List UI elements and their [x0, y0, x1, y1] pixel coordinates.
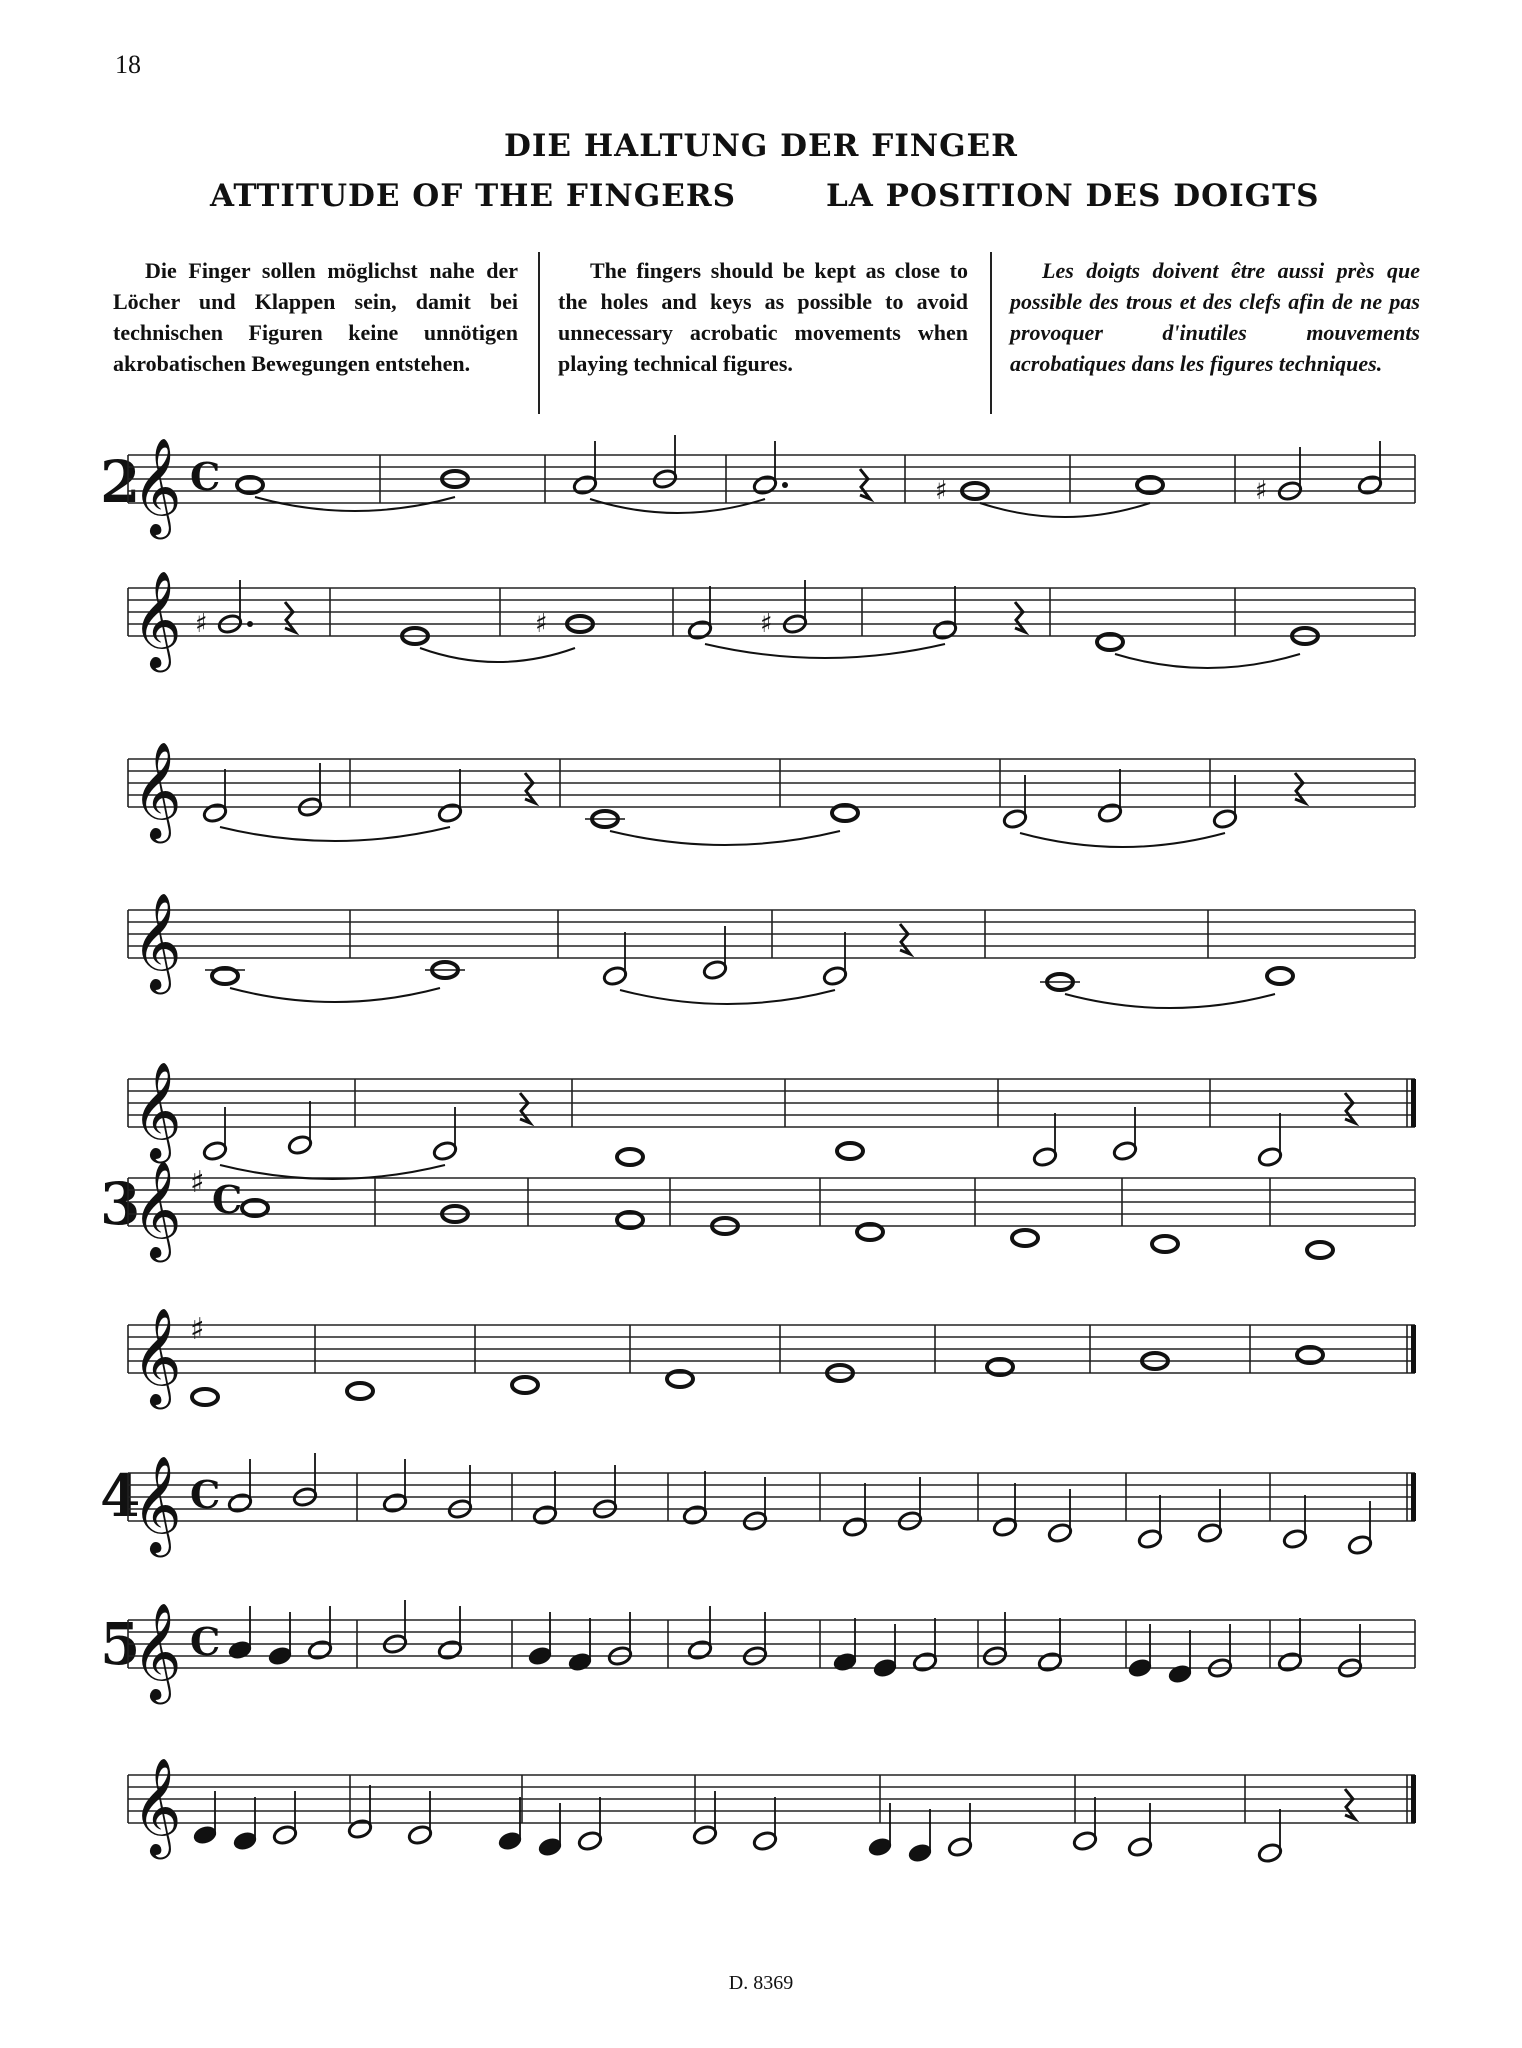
ex2d-note-4	[702, 959, 728, 981]
ex5b-note-8	[577, 1830, 603, 1852]
staff-8-treble-clef: 𝄞	[132, 1602, 182, 1700]
ex5b-note-3	[272, 1824, 298, 1846]
exercise-number-2: 2	[100, 448, 141, 516]
ex4-note-13	[1137, 1528, 1163, 1550]
ex2c-rest-2	[1295, 773, 1305, 803]
ex4-note-3	[382, 1492, 408, 1514]
staff-6-key-sharp: ♯	[190, 1312, 205, 1347]
ex2-rest-1	[860, 469, 870, 499]
ex2-dot-5	[782, 482, 788, 488]
ex2b-tie-1	[420, 648, 575, 662]
ex2-tie-3	[980, 503, 1150, 517]
ex2b-rest-2	[1015, 602, 1025, 632]
ex2b-sharp-1: ♯	[195, 609, 208, 639]
ex5-note-15	[1037, 1651, 1063, 1673]
staff-4-final-thick	[1411, 1079, 1416, 1127]
ex5-note-1	[227, 1639, 253, 1661]
ex2b-note-6	[932, 619, 958, 641]
ex4-note-15	[1282, 1528, 1308, 1550]
staff-5-time-signature: C	[212, 1177, 243, 1222]
ex2c-tie-1	[220, 827, 450, 841]
ex5b-note-5	[407, 1824, 433, 1846]
ex2e-rest-1	[520, 1093, 530, 1123]
ex5-note-13	[912, 1651, 938, 1673]
staff-8-time-signature: C	[190, 1619, 221, 1664]
ex2-tie-1	[255, 497, 455, 511]
ex5b-note-16	[1257, 1842, 1283, 1864]
ex4-note-7	[682, 1504, 708, 1526]
ex2-tie-2	[590, 499, 765, 513]
ex5b-note-13	[947, 1836, 973, 1858]
ex2e-note-5	[837, 1143, 863, 1159]
staff-3-treble-clef: 𝄞	[132, 892, 182, 990]
staff-7-treble-clef: 𝄞	[132, 1455, 182, 1553]
ex5b-note-14	[1072, 1830, 1098, 1852]
ex2c-note-6	[1002, 808, 1028, 830]
ex5b-note-11	[867, 1836, 893, 1858]
staff-5-treble-clef: 𝄞	[132, 1160, 182, 1258]
ex5-note-19	[1277, 1651, 1303, 1673]
ex5-note-2	[267, 1645, 293, 1667]
ex5-note-5	[437, 1639, 463, 1661]
ex5b-note-10	[752, 1830, 778, 1852]
staff-6-treble-clef: 𝄞	[132, 1307, 182, 1405]
ex5b-note-6	[497, 1830, 523, 1852]
page-number: 18	[115, 50, 141, 79]
ex3-note-7	[1152, 1236, 1178, 1252]
ex4-note-1	[227, 1492, 253, 1514]
ex2c-note-3	[437, 802, 463, 824]
ex5-note-17	[1167, 1663, 1193, 1685]
ex2e-tie-1	[220, 1165, 445, 1179]
ex4-note-16	[1347, 1534, 1373, 1556]
ex2c-note-7	[1097, 802, 1123, 824]
ex5b-note-1	[192, 1824, 218, 1846]
ex5-note-12	[872, 1657, 898, 1679]
ex5b-note-7	[537, 1836, 563, 1858]
ex2d-tie-3	[1065, 994, 1275, 1008]
ex2b-rest-1	[285, 602, 295, 632]
staff-0-treble-clef: 𝄞	[132, 437, 182, 535]
ex2-note-9	[1357, 474, 1383, 496]
ex2d-note-7	[1267, 968, 1293, 984]
text-english: The fingers should be kept as close to the holes and keys as possible to avoid unnecessary acrobatic movements when playing technical figures.	[558, 258, 968, 376]
staff-4-treble-clef: 𝄞	[132, 1061, 182, 1159]
ex2b-sharp-3: ♯	[760, 609, 773, 639]
ex2d-note-3	[602, 965, 628, 987]
ex5-note-3	[307, 1639, 333, 1661]
ex5-note-7	[567, 1651, 593, 1673]
staff-2-treble-clef: 𝄞	[132, 741, 182, 839]
exercise-number-4: 4	[100, 1462, 141, 1530]
ex2e-rest-2	[1345, 1093, 1355, 1123]
ex4-note-9	[842, 1516, 868, 1538]
ex2e-note-7	[1112, 1140, 1138, 1162]
ex2b-tie-2	[705, 644, 945, 658]
ex4-note-11	[992, 1516, 1018, 1538]
ex5-note-9	[687, 1639, 713, 1661]
ex3-note-8	[1307, 1242, 1333, 1258]
ex2-sharp-1: ♯	[935, 476, 948, 506]
ex2c-rest-1	[525, 773, 535, 803]
ex5b-note-4	[347, 1818, 373, 1840]
ex2-sharp-2: ♯	[1255, 476, 1268, 506]
ex4-note-5	[532, 1504, 558, 1526]
ex2d-tie-1	[230, 988, 440, 1002]
staff-1-treble-clef: 𝄞	[132, 570, 182, 668]
ex2d-note-5	[822, 965, 848, 987]
ex3b-note-3	[512, 1377, 538, 1393]
ex3-note-6	[1012, 1230, 1038, 1246]
ex4-note-12	[1047, 1522, 1073, 1544]
staff-7-time-signature: C	[190, 1472, 221, 1517]
ex4-note-14	[1197, 1522, 1223, 1544]
ex2-note-5	[752, 474, 778, 496]
ex5-note-6	[527, 1645, 553, 1667]
ex2c-note-1	[202, 802, 228, 824]
ex5-note-11	[832, 1651, 858, 1673]
ex5b-note-12	[907, 1842, 933, 1864]
staff-9-final-thick	[1411, 1775, 1416, 1823]
staff-7-final-thick	[1411, 1473, 1416, 1521]
ex2e-note-8	[1257, 1146, 1283, 1168]
ex2e-note-1	[202, 1140, 228, 1162]
ex5b-note-15	[1127, 1836, 1153, 1858]
ex2d-tie-2	[620, 990, 835, 1004]
ex2b-sharp-2: ♯	[535, 609, 548, 639]
staff-6-final-thick	[1411, 1325, 1416, 1373]
ex5b-note-2	[232, 1830, 258, 1852]
ex2c-tie-2	[610, 831, 840, 845]
ex2e-note-6	[1032, 1146, 1058, 1168]
ex2b-note-4	[687, 619, 713, 641]
ex5b-rest-1	[1345, 1789, 1355, 1819]
ex5-note-16	[1127, 1657, 1153, 1679]
ex2c-note-8	[1212, 808, 1238, 830]
title-english: ATTITUDE OF THE FINGERS	[210, 178, 736, 214]
ex3b-note-1	[192, 1389, 218, 1405]
ex2-note-3	[572, 474, 598, 496]
ex2e-note-2	[287, 1134, 313, 1156]
title-german: DIE HALTUNG DER FINGER	[504, 128, 1018, 164]
exercise-number-3: 3	[100, 1170, 141, 1238]
ex2e-note-3	[432, 1140, 458, 1162]
staff-5-key-sharp: ♯	[190, 1165, 205, 1200]
ex2d-rest-1	[900, 924, 910, 954]
title-french: LA POSITION DES DOIGTS	[826, 178, 1320, 214]
ex3b-note-2	[347, 1383, 373, 1399]
staff-9-treble-clef: 𝄞	[132, 1757, 182, 1855]
ex2c-tie-3	[1020, 833, 1225, 847]
staff-0-time-signature: C	[190, 454, 221, 499]
text-german: Die Finger sollen möglichst nahe der Löcher und Klappen sein, damit bei technischen Figuren keine unnötigen akrobatischen Bewegungen entstehen.	[113, 258, 518, 376]
text-french: Les doigts doivent être aussi près que possible des trous et des clefs afin de ne pas provoquer d'inutiles mouvements acrobatiques dans les figures techniques.	[1010, 258, 1420, 376]
ex2e-note-4	[617, 1149, 643, 1165]
ex2b-tie-3	[1115, 654, 1300, 668]
ex5b-note-9	[692, 1824, 718, 1846]
exercise-number-5: 5	[100, 1610, 141, 1678]
ex2b-dot-1	[247, 621, 253, 627]
plate-number: D. 8369	[728, 1972, 794, 1994]
